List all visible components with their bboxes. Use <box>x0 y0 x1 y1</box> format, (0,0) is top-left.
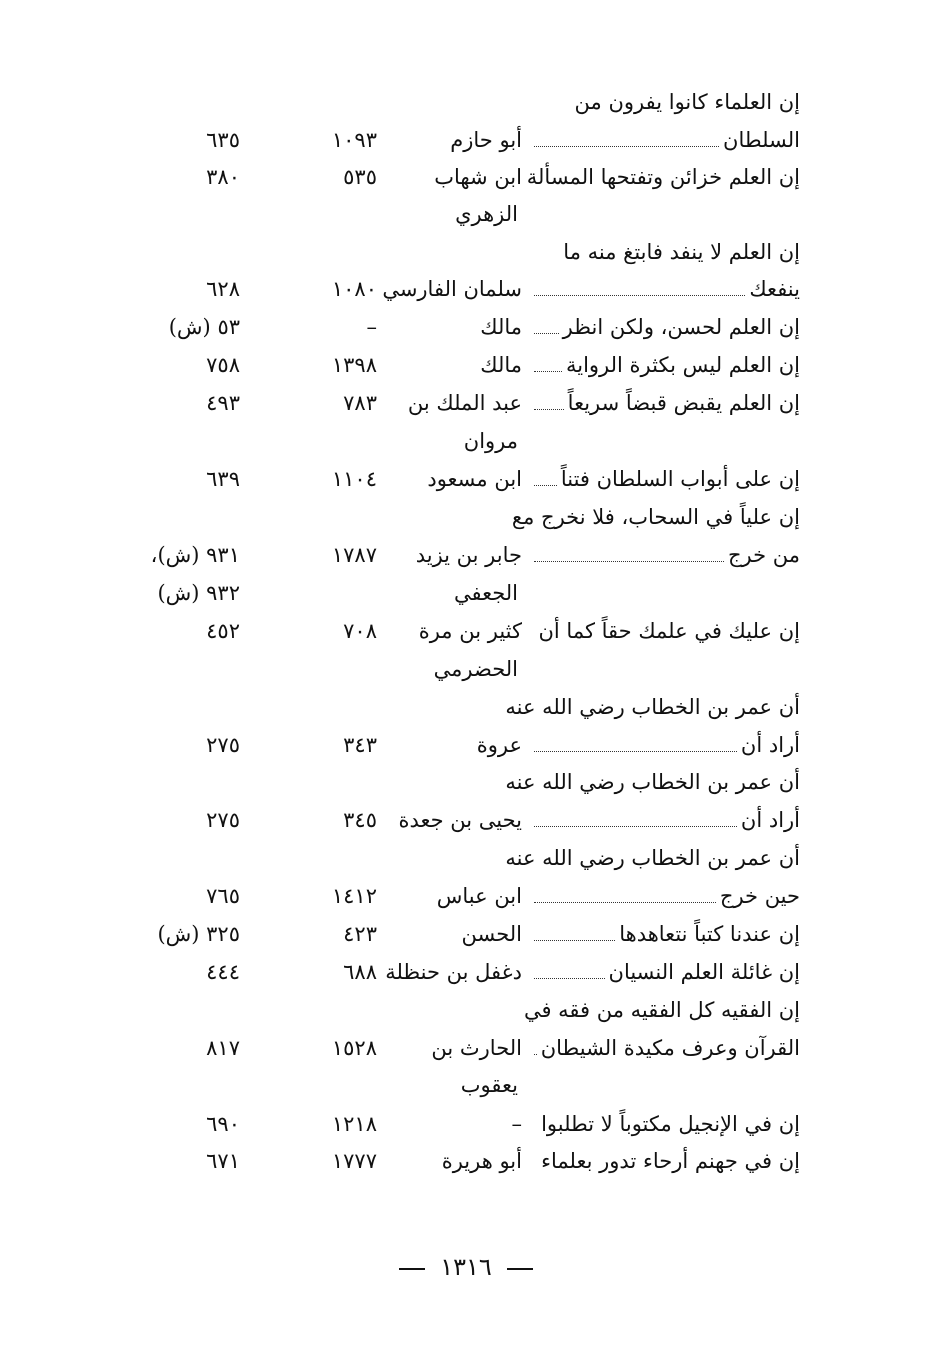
entry-page-ref: ٤٥٢ <box>206 619 240 643</box>
entry-number: ٣٤٣ <box>343 733 377 757</box>
index-entry-line <box>0 233 932 271</box>
entry-narrator: دغفل بن حنظلة <box>385 960 522 984</box>
footer-dash-left <box>399 1268 425 1270</box>
entry-text-label: إن العلم يقبض قبضاً سريعاً <box>567 391 800 415</box>
entry-page-ref: ٢٧٥ <box>206 808 240 832</box>
entry-number: ١٤١٢ <box>331 884 377 908</box>
entry-text <box>530 877 800 915</box>
entry-narrator: مالك <box>480 353 522 377</box>
entry-text-label: إن عليك في علمك حقاً كما أن <box>538 619 800 643</box>
index-entry-line <box>0 195 932 233</box>
index-entry-line <box>0 915 932 953</box>
entry-narrator: ابن مسعود <box>427 467 522 491</box>
entry-page-ref: ٨١٧ <box>206 1036 240 1060</box>
entry-page-ref: ٤٤٤ <box>206 960 240 984</box>
entry-text-label: إن العلم لحسن، ولكن انظر <box>562 315 800 339</box>
entry-page-ref: ٦٧١ <box>206 1149 240 1173</box>
entry-text <box>505 688 800 726</box>
index-entry-line <box>0 422 932 460</box>
index-entry-line <box>0 308 932 346</box>
entry-number: ١٠٩٣ <box>331 128 377 152</box>
entry-narrator: مروان <box>463 429 518 453</box>
entry-number: ٧٨٣ <box>343 391 377 415</box>
index-entry-line <box>0 1029 932 1067</box>
footer-dash-right <box>507 1268 533 1270</box>
entry-number: ١٧٧٧ <box>331 1149 377 1173</box>
entry-number: ١٧٨٧ <box>331 543 377 567</box>
entry-page-ref: ٢٧٥ <box>206 733 240 757</box>
index-entry-line <box>0 877 932 915</box>
entry-page-ref: ٧٥٨ <box>206 353 240 377</box>
entry-page-ref: ٦٢٨ <box>206 277 240 301</box>
entry-narrator: يعقوب <box>460 1073 518 1097</box>
entry-text-label: من خرج <box>727 543 800 567</box>
entry-text <box>541 1105 800 1143</box>
entry-text <box>530 308 800 346</box>
page-number: ١٣١٦ <box>440 1253 492 1281</box>
dotted-leader <box>534 122 719 147</box>
dotted-leader <box>534 1030 537 1055</box>
entry-text <box>530 121 800 159</box>
entry-text <box>512 498 800 536</box>
entry-text-label: إن العلم خزائن وتفتحها المسألة <box>526 165 800 189</box>
entry-text <box>530 953 800 991</box>
index-entry-line <box>0 384 932 422</box>
dotted-leader <box>534 954 605 979</box>
entry-text <box>530 270 800 308</box>
entry-text-label: ينفعك <box>749 277 800 301</box>
entry-text-label: إن على أبواب السلطان فتناً <box>560 467 800 491</box>
entry-number: ٣٤٥ <box>343 808 377 832</box>
index-entry-line <box>0 991 932 1029</box>
entry-page-ref: ٩٣٢ (ش) <box>157 581 240 605</box>
index-entry-line <box>0 1142 932 1180</box>
entry-page-ref: ٦٣٥ <box>206 128 240 152</box>
entry-text-label: إن غائلة العلم النسيان <box>608 960 800 984</box>
dotted-leader <box>534 271 745 296</box>
entry-text-label: حين خرج <box>719 884 800 908</box>
entry-page-ref: ٧٦٥ <box>206 884 240 908</box>
entry-number: ٧٠٨ <box>343 619 377 643</box>
entry-text <box>530 801 800 839</box>
index-entry-line <box>0 460 932 498</box>
entry-text <box>530 726 800 764</box>
entry-text-label: أن عمر بن الخطاب رضي الله عنه <box>505 770 800 794</box>
entry-text-label: أن عمر بن الخطاب رضي الله عنه <box>505 846 800 870</box>
entry-narrator: سلمان الفارسي <box>382 277 522 301</box>
entry-narrator: يحيى بن جعدة <box>398 808 522 832</box>
entry-page-ref: ٦٣٩ <box>206 467 240 491</box>
entry-text-label: القرآن وعرف مكيدة الشيطان <box>540 1036 800 1060</box>
entry-narrator: الزهري <box>455 202 518 226</box>
entry-narrator: جابر بن يزيد <box>415 543 522 567</box>
entry-narrator: الحارث بن <box>431 1036 522 1060</box>
entry-text <box>530 384 800 422</box>
entry-text-label: إن في جهنم أرحاء تدور بعلماء <box>541 1149 800 1173</box>
index-entry-line <box>0 270 932 308</box>
entry-narrator: الجعفي <box>453 581 518 605</box>
entry-number: ١٣٩٨ <box>331 353 377 377</box>
entry-text <box>530 536 800 574</box>
entry-text <box>530 460 800 498</box>
dotted-leader <box>534 461 557 486</box>
entry-page-ref: ٣٢٥ (ش) <box>157 922 240 946</box>
entry-number: ٦٨٨ <box>343 960 377 984</box>
entry-text <box>524 991 800 1029</box>
entry-text <box>530 346 800 384</box>
index-entry-line <box>0 83 932 121</box>
entry-text-label: أراد أن <box>740 733 800 757</box>
entry-number: ١٥٢٨ <box>331 1036 377 1060</box>
dotted-leader <box>534 309 559 334</box>
entry-narrator: أبو هريرة <box>441 1149 522 1173</box>
dotted-leader <box>534 878 716 903</box>
entry-narrator: – <box>511 1112 522 1136</box>
index-entry-line <box>0 801 932 839</box>
index-entry-line <box>0 839 932 877</box>
dotted-leader <box>534 916 615 941</box>
entry-text-label: إن العلماء كانوا يفرون من <box>574 90 800 114</box>
index-entry-line <box>0 763 932 801</box>
index-entry-line <box>0 121 932 159</box>
index-entry-line <box>0 574 932 612</box>
entry-page-ref: ٣٨٠ <box>206 165 240 189</box>
entry-narrator: ابن شهاب <box>434 165 522 189</box>
index-entry-line <box>0 158 932 196</box>
entry-narrator: مالك <box>480 315 522 339</box>
entry-page-ref: ٤٩٣ <box>206 391 240 415</box>
dotted-leader <box>534 347 562 372</box>
entry-narrator: أبو حازم <box>450 128 522 152</box>
entry-narrator: الحضرمي <box>433 657 518 681</box>
entry-text <box>505 839 800 877</box>
entry-text-label: إن في الإنجيل مكتوباً لا تطلبوا <box>541 1112 800 1136</box>
index-entry-line <box>0 536 932 574</box>
entry-text <box>505 763 800 801</box>
entry-text <box>527 158 800 196</box>
index-entry-line <box>0 612 932 650</box>
index-entry-line <box>0 1066 932 1104</box>
dotted-leader <box>534 802 737 827</box>
entry-number: ١١٠٤ <box>331 467 377 491</box>
index-entry-line <box>0 953 932 991</box>
entry-number: ١٢١٨ <box>331 1112 377 1136</box>
index-entry-line <box>0 346 932 384</box>
entry-text-label: إن العلم لا ينفد فابتغ منه ما <box>563 240 800 264</box>
entry-text <box>563 233 800 271</box>
entry-text-label: أن عمر بن الخطاب رضي الله عنه <box>505 695 800 719</box>
entry-text <box>575 83 800 121</box>
index-entry-line <box>0 688 932 726</box>
entry-text-label: إن العلم ليس بكثرة الرواية <box>565 353 800 377</box>
entry-text-label: أراد أن <box>740 808 800 832</box>
entry-text-label: إن علياً في السحاب، فلا نخرج مع <box>511 505 800 529</box>
entry-page-ref: ٥٣ (ش) <box>168 315 240 339</box>
dotted-leader <box>534 385 564 410</box>
entry-narrator: ابن عباس <box>436 884 522 908</box>
page-footer <box>0 1253 932 1281</box>
entry-narrator: عبد الملك بن <box>407 391 522 415</box>
entry-number: ٥٣٥ <box>343 165 377 189</box>
index-entry-line <box>0 1105 932 1143</box>
entry-narrator: كثير بن مرة <box>418 619 522 643</box>
index-entry-line <box>0 726 932 764</box>
entry-page-ref: ٦٩٠ <box>206 1112 240 1136</box>
dotted-leader <box>534 537 724 562</box>
entry-number: ١٠٨٠ <box>331 277 377 301</box>
entry-number: ٤٢٣ <box>343 922 377 946</box>
index-entry-line <box>0 650 932 688</box>
entry-text <box>530 915 800 953</box>
index-entry-line <box>0 498 932 536</box>
entry-page-ref: ٩٣١ (ش)، <box>150 543 240 567</box>
entry-text-label: إن عندنا كتباً نتعاهدها <box>619 922 800 946</box>
entry-number: – <box>366 315 377 339</box>
dotted-leader <box>534 727 737 752</box>
entry-text <box>541 1142 800 1180</box>
entry-text <box>530 1029 800 1067</box>
entry-text-label: السلطان <box>723 128 800 152</box>
entry-text-label: إن الفقيه كل الفقيه من فقه في <box>523 998 800 1022</box>
entry-narrator: عروة <box>476 733 522 757</box>
entry-text <box>539 612 801 650</box>
entry-narrator: الحسن <box>461 922 522 946</box>
